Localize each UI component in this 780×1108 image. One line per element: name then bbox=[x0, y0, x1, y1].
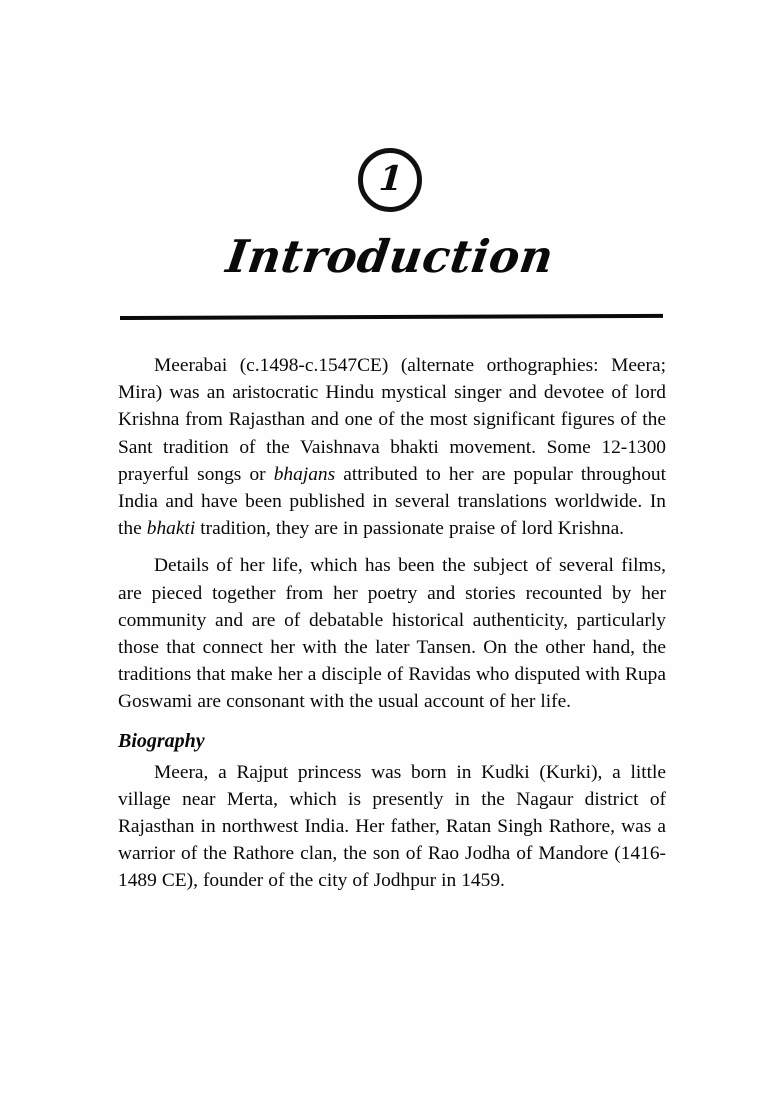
paragraph-biography: Meera, a Rajput princess was born in Kudki (Kurki), a little village near Merta, which is presently in the Nagaur district of Rajasthan in northwest India. Her father, Ratan Singh Rathore, was a warrior of the Rathore clan, the son of Rao Jodha of Mandore (1416-1489 CE), founder of the city of Jodhpur in 1459. bbox=[118, 761, 666, 892]
paragraph-intro-part-3: tradition, they are in passionate praise of lord Krishna. bbox=[195, 518, 625, 540]
chapter-number-circle bbox=[358, 148, 422, 212]
chapter-title: Introduction bbox=[223, 230, 557, 283]
chapter-number-text: 1 bbox=[377, 159, 405, 199]
paragraph-intro-italic-bhajans: bhajans bbox=[273, 463, 336, 485]
title-divider-rule bbox=[120, 314, 663, 320]
paragraph-intro bbox=[118, 352, 666, 542]
chapter-number-medallion bbox=[0, 148, 780, 212]
paragraph-life-details: Details of her life, which has been the subject of several films, are pieced together from her poetry and stories recounted by her community and are of debatable historical authenticity, particularly those that connect her with the later Tansen. On the other hand, the traditions that make her a disciple of Ravidas who disputed with Rupa Goswami are consonant with the usual account of her life. bbox=[118, 555, 666, 713]
paragraph-intro-italic-bhakti: bhakti bbox=[146, 518, 196, 540]
subheading-biography: Biography bbox=[118, 729, 205, 752]
paragraph-intro-part-2: attributed to her are popular throughout India and have been published in several translations worldwide. In the bbox=[118, 463, 666, 540]
body-text-block bbox=[118, 352, 666, 895]
paragraph-spacer bbox=[118, 542, 666, 552]
paragraph-intro-part-1: Meerabai (c.1498-c.1547CE) (alternate orthographies: Meera; Mira) was an aristocratic Hindu mystical singer and devotee of lord Krishna from Rajasthan and one of the most significant figures of the Sant tradition of the Vaishnava bhakti movement. Some 12-1300 prayerful songs or bbox=[118, 355, 666, 485]
